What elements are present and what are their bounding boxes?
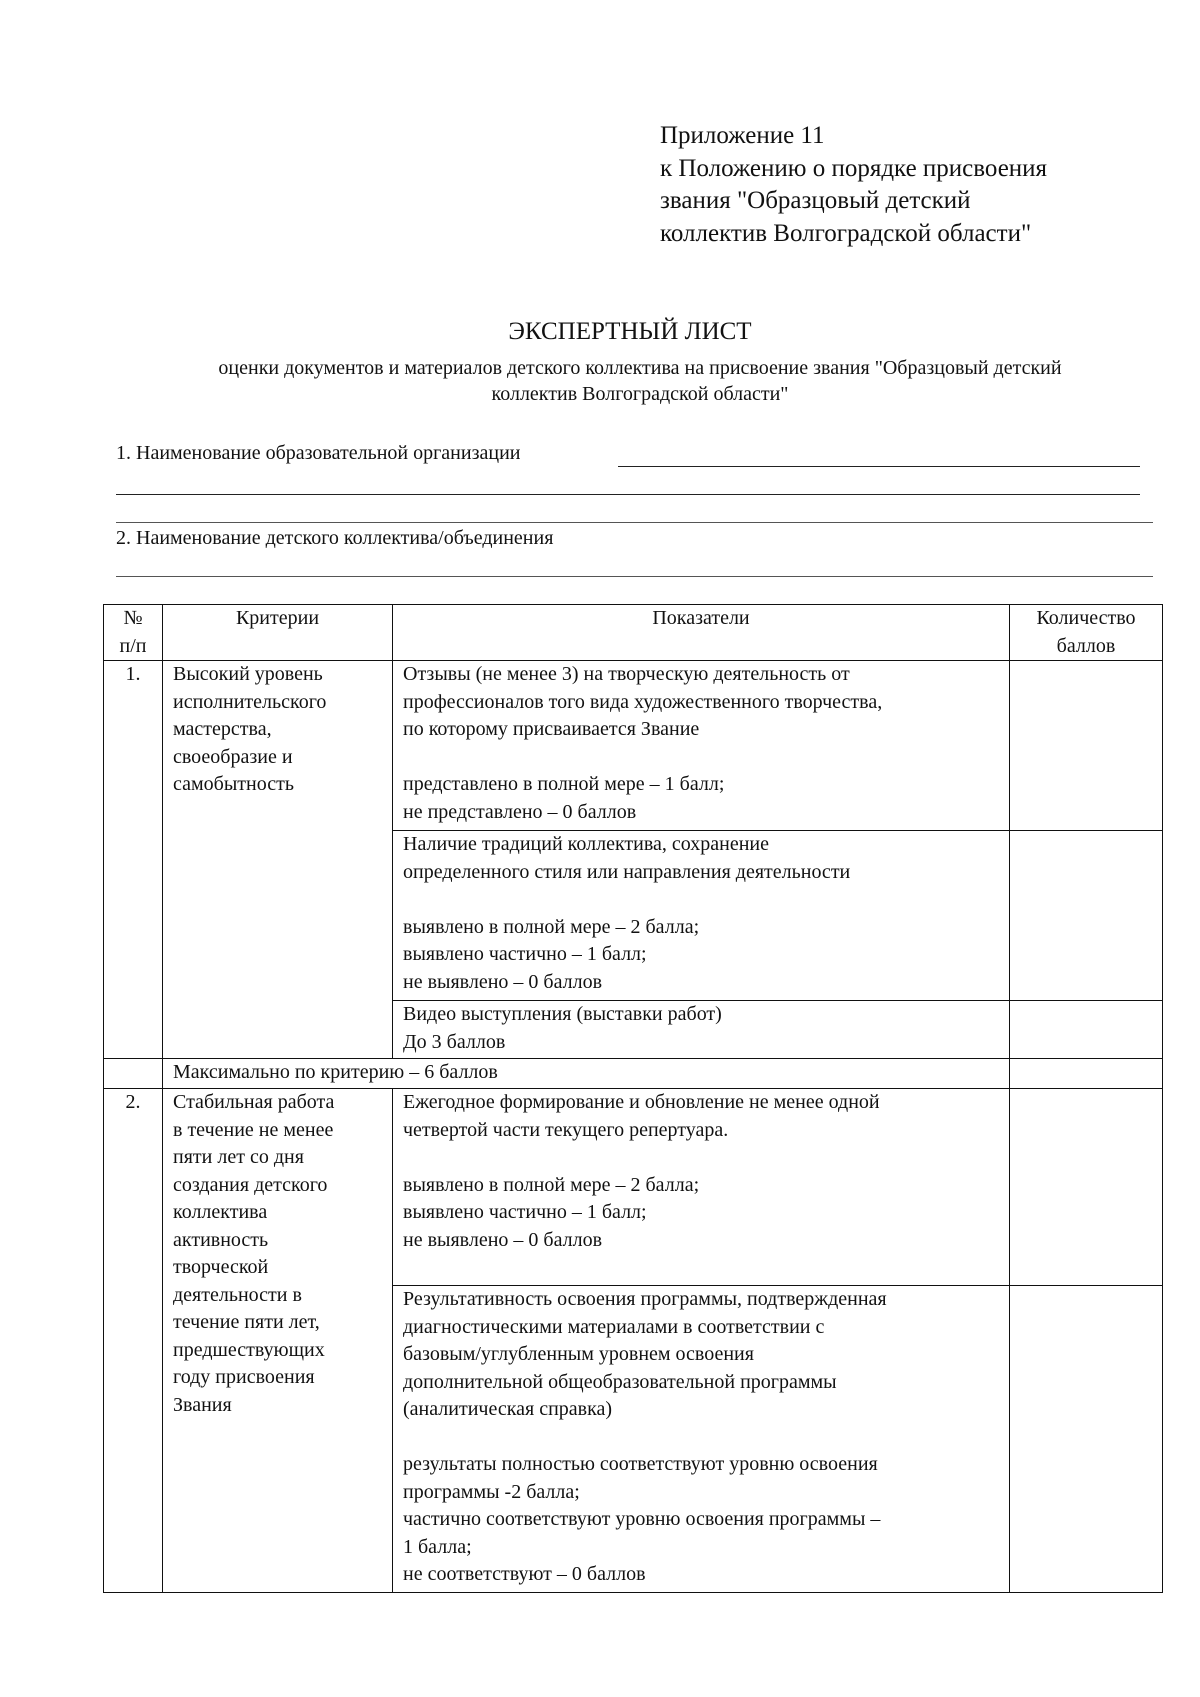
appendix-line: Приложение 11 (660, 122, 825, 149)
indicator-text: дополнительной общеобразовательной программы (403, 1370, 837, 1393)
indicator-cell (393, 831, 1010, 1001)
org-name-fill-line-2[interactable] (116, 494, 1140, 495)
section-num: 2. (104, 1089, 163, 1593)
appendix-line: к Положению о порядке присвоения (660, 154, 1048, 182)
header-indicators: Показатели (393, 605, 1010, 661)
indicator-text: Видео выступления (выставки работ) (403, 1003, 722, 1025)
spacer (403, 1424, 999, 1452)
criterion-line: творческой (173, 1256, 269, 1278)
criterion-line: создания детского (173, 1173, 328, 1196)
criterion-line: деятельности в (173, 1283, 302, 1306)
indicator-scoring: программы -2 балла; (403, 1480, 580, 1503)
indicator-scoring: представлено в полной мере – 1 балл; (403, 773, 725, 795)
header-score-line: баллов (1056, 634, 1116, 657)
document-title: ЭКСПЕРТНЫЙ ЛИСТ (508, 318, 752, 345)
spacer (403, 886, 999, 914)
score-input-cell[interactable] (1010, 1089, 1163, 1286)
criterion-line: пяти лет со дня (173, 1146, 304, 1168)
indicator-scoring: выявлено частично – 1 балл; (403, 943, 647, 965)
score-input-cell[interactable] (1010, 1286, 1163, 1593)
header-num-line: п/п (119, 634, 147, 657)
indicator-text: определенного стиля или направления деятельности (403, 860, 851, 883)
indicator-cell (393, 1286, 1010, 1593)
indicator-text: Ежегодное формирование и обновление не менее одной (403, 1091, 880, 1113)
subtitle-line: коллектив Волгоградской области" (491, 383, 789, 405)
indicator-scoring: выявлено в полной мере – 2 балла; (403, 915, 700, 938)
criteria-table (103, 604, 1163, 1593)
table-row (104, 661, 1163, 831)
indicator-text: (аналитическая справка) (403, 1398, 613, 1420)
indicator-text: по которому присваивается Звание (403, 718, 700, 740)
indicator-scoring: 1 балла; (403, 1535, 472, 1558)
max-score-cell: Максимально по критерию – 6 баллов (163, 1059, 1010, 1089)
indicator-scoring: не соответствуют – 0 баллов (403, 1563, 646, 1585)
org-name-label: 1. Наименование образовательной организации (116, 442, 521, 464)
collective-name-label: 2. Наименование детского коллектива/объединения (116, 527, 554, 549)
table-row-max (104, 1059, 1163, 1089)
criterion-line: течение пяти лет, (173, 1311, 320, 1333)
section-num-empty (104, 1059, 163, 1089)
collective-name-fill-line[interactable] (116, 576, 1153, 577)
document-subtitle (110, 355, 1170, 407)
indicator-scoring: не выявлено – 0 баллов (403, 1228, 603, 1251)
header-num (104, 605, 163, 661)
indicator-text: До 3 баллов (403, 1030, 506, 1053)
indicator-text: базовым/углубленным уровнем освоения (403, 1343, 754, 1365)
criterion-line: предшествующих (173, 1338, 325, 1361)
criterion-line: активность (173, 1228, 269, 1251)
subtitle-line: оценки документов и материалов детского коллектива на присвоение звания "Образцовый детский (218, 357, 1062, 379)
indicator-text: Результативность освоения программы, подтвержденная (403, 1288, 887, 1310)
spacer (403, 1144, 999, 1172)
indicator-text: диагностическими материалами в соответствии с (403, 1315, 825, 1338)
criterion-line: коллектива (173, 1201, 268, 1223)
criterion-line: мастерства, (173, 718, 272, 740)
score-input-cell[interactable] (1010, 1001, 1163, 1059)
indicator-scoring: частично соответствуют уровню освоения программы – (403, 1508, 881, 1530)
header-score (1010, 605, 1163, 661)
indicator-cell (393, 1001, 1010, 1059)
appendix-block (660, 120, 1047, 250)
score-input-cell[interactable] (1010, 1059, 1163, 1089)
criterion-line: в течение не менее (173, 1118, 334, 1141)
appendix-line: звания "Образцовый детский (660, 187, 971, 214)
spacer (403, 744, 999, 772)
indicator-cell (393, 661, 1010, 831)
criterion-line: году присвоения (173, 1366, 315, 1388)
score-input-cell[interactable] (1010, 831, 1163, 1001)
criterion-cell (163, 661, 393, 1059)
indicator-text: четвертой части текущего репертуара. (403, 1118, 729, 1141)
header-num-line: № (123, 607, 143, 629)
appendix-line: коллектив Волгоградской области" (660, 219, 1032, 247)
criterion-line: Стабильная работа (173, 1091, 335, 1113)
header-criteria: Критерии (163, 605, 393, 661)
criterion-line: своеобразие и (173, 745, 293, 768)
table-header-row (104, 605, 1163, 661)
criterion-line: Звания (173, 1393, 232, 1416)
criterion-line: Высокий уровень (173, 663, 323, 685)
org-name-fill-line[interactable] (618, 466, 1140, 467)
header-score-line: Количество (1036, 607, 1136, 629)
indicator-scoring: выявлено в полной мере – 2 балла; (403, 1173, 700, 1196)
score-input-cell[interactable] (1010, 661, 1163, 831)
criterion-line: самобытность (173, 773, 294, 795)
indicator-text: Наличие традиций коллектива, сохранение (403, 833, 770, 855)
indicator-scoring: не выявлено – 0 баллов (403, 970, 603, 993)
indicator-cell (393, 1089, 1010, 1286)
criterion-line: исполнительского (173, 690, 327, 713)
separator-line (116, 522, 1153, 523)
indicator-scoring: выявлено частично – 1 балл; (403, 1201, 647, 1223)
indicator-text: профессионалов того вида художественного творчества, (403, 690, 883, 713)
criterion-cell (163, 1089, 393, 1593)
indicator-scoring: результаты полностью соответствуют уровню освоения (403, 1453, 878, 1475)
section-num: 1. (104, 661, 163, 1059)
indicator-text: Отзывы (не менее 3) на творческую деятельность от (403, 663, 850, 685)
table-row (104, 1089, 1163, 1286)
indicator-scoring: не представлено – 0 баллов (403, 800, 637, 823)
